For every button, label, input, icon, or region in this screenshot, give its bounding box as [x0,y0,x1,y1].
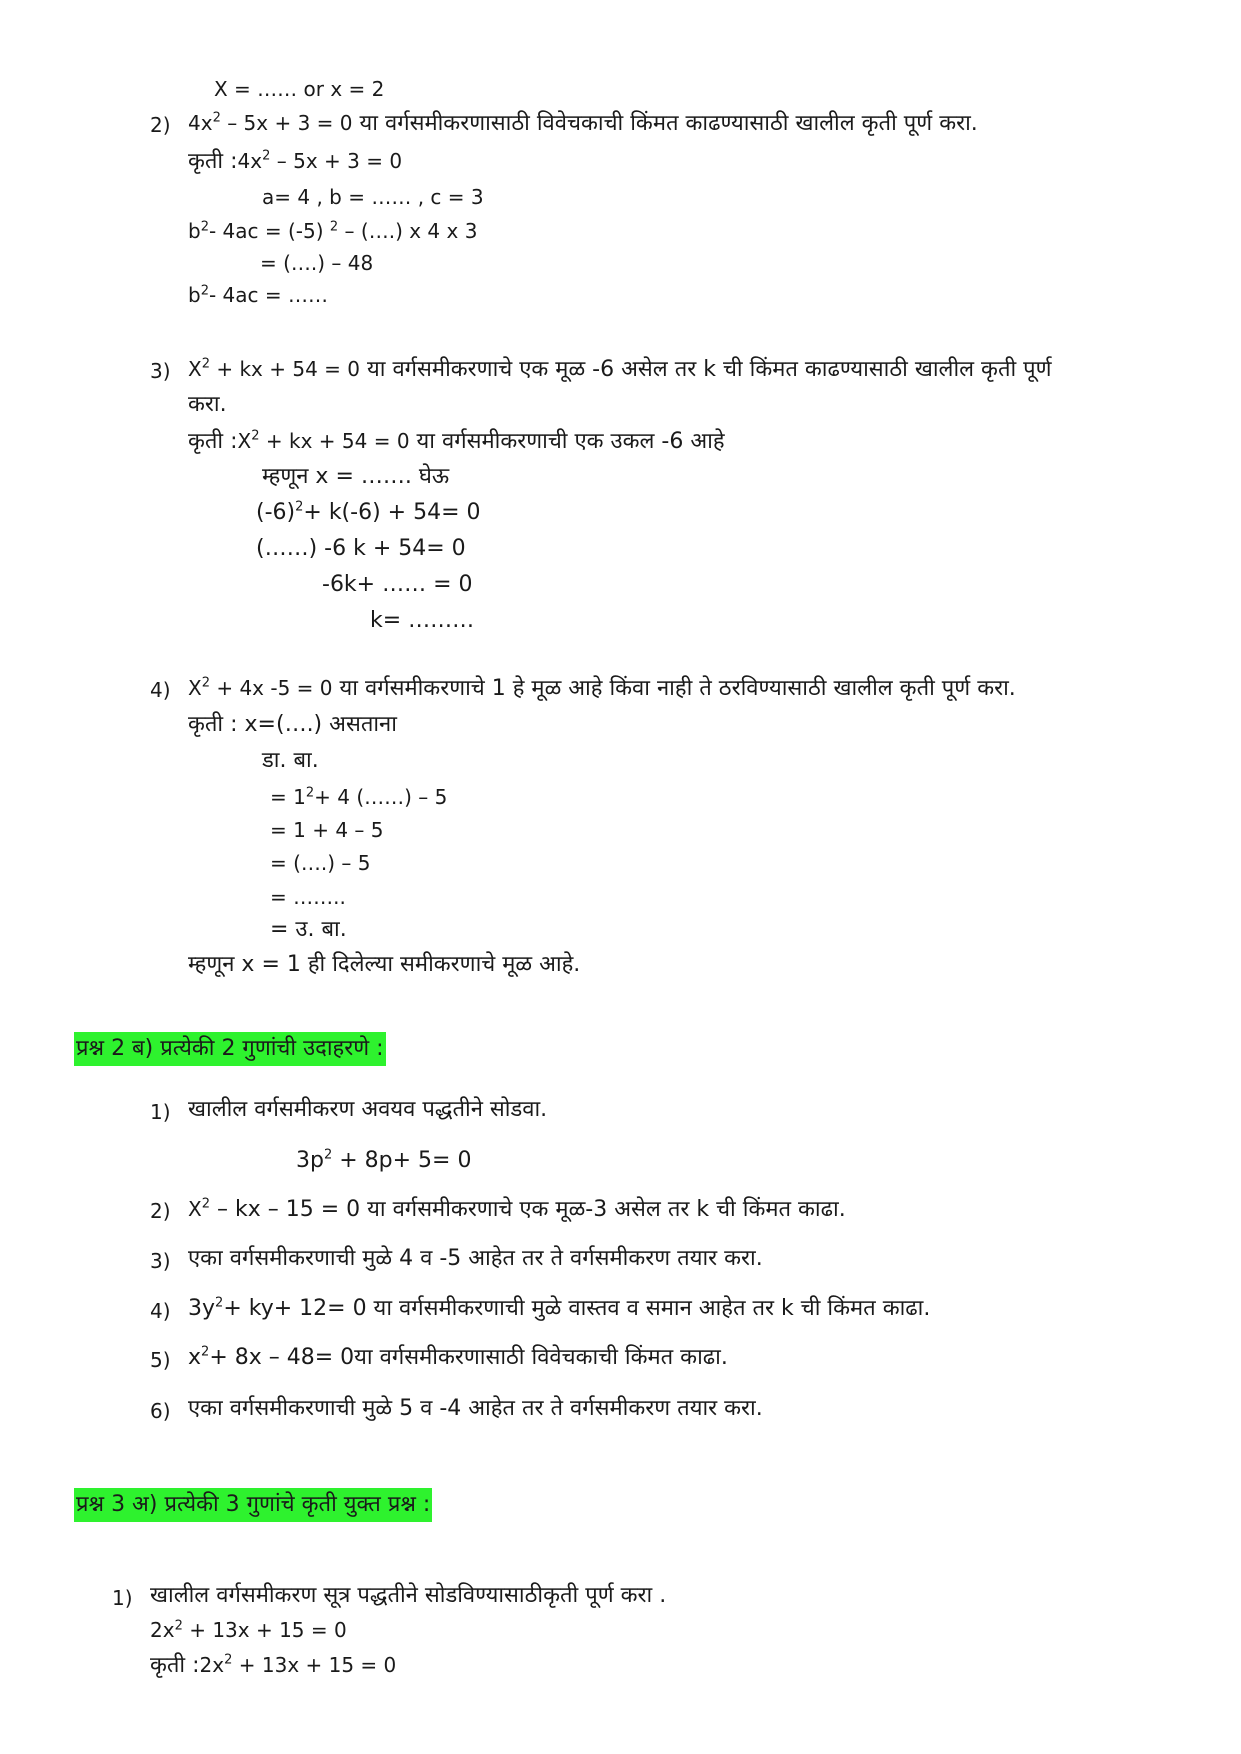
q3-number: 3) [150,359,171,383]
s2b-item3-text: एका वर्गसमीकरणाची मुळे 4 व -5 आहेत तर ते वर्गसमीकरण तयार करा. [188,1246,763,1271]
q3-step4: -6k+ …… = 0 [322,572,473,597]
q4-step1: = $1^2+ 4$ (……) – 5 [270,785,448,809]
s2b-item3-number: 3) [150,1249,171,1273]
q4-step5: = उ. बा. [270,917,347,942]
q2-step2: $b^2-$ 4ac = (-5) $^2$ – (….) x 4 x 3 [188,219,478,243]
q4-kruti: कृती : x=(….) असताना [188,712,397,737]
s2b-item1-text: खालील वर्गसमीकरण अवयव पद्धतीने सोडवा. [188,1097,548,1122]
s3a-equation: $2x^2 + 13x + 15 = 0$ [150,1618,347,1642]
section-3a-heading: प्रश्न 3 अ) प्रत्येकी 3 गुणांचे कृती युक्त प्रश्न : [74,1488,432,1522]
s3a-item1-text: खालील वर्गसमीकरण सूत्र पद्धतीने सोडविण्यासाठीकृती पूर्ण करा . [150,1583,667,1608]
q4-step0: डा. बा. [262,748,319,773]
s2b-item2-number: 2) [150,1199,171,1223]
s2b-item6-number: 6) [150,1399,171,1423]
q3-kruti: कृती $:X^2$ + kx + 54 = 0 या वर्गसमीकरणाची एक उकल -6 आहे [188,428,725,454]
q3-statement-cont: करा. [188,392,227,417]
q4-step3: = (….) – 5 [270,851,371,875]
q2-statement: $4x^2 - 5x + 3 = 0$ या वर्गसमीकरणासाठी विवेचकाची किंमत काढण्यासाठी खालील कृती पूर्ण करा. [188,110,978,136]
q3-step1: म्हणून x = ……. घेऊ [262,464,450,489]
q3-step2: $(-6)^2+ k(-6) + 54= 0$ [256,499,481,525]
section-2b-heading: प्रश्न 2 ब) प्रत्येकी 2 गुणांची उदाहरणे : [74,1032,386,1066]
q4-number: 4) [150,678,171,702]
q2-kruti: कृती $:4x^2 - 5x + 3 = 0$ [188,148,403,174]
q2-step1: a= 4 , b = …… , c = 3 [262,185,484,209]
q4-statement: $X^2 + 4x$ -5 = 0 या वर्गसमीकरणाचे 1 हे मूळ आहे किंवा नाही ते ठरविण्यासाठी खालील कृती पूर्ण करा. [188,675,1016,701]
q2-step3: = (….) – 48 [260,251,374,275]
s2b-item4-number: 4) [150,1299,171,1323]
s2b-item1-number: 1) [150,1100,171,1124]
s2b-item5-number: 5) [150,1348,171,1372]
s3a-item1-number: 1) [112,1586,133,1610]
q4-conclusion: म्हणून x = 1 ही दिलेल्या समीकरणाचे मूळ आहे. [188,952,581,977]
q3-step3: (……) -6 k + 54= 0 [256,536,466,561]
q2-step4: $b^2-$ 4ac = …… [188,283,329,307]
top-line: X = …… or x = 2 [214,77,385,101]
s2b-item2-text: $X^2$ – kx – 15 = 0 या वर्गसमीकरणाचे एक मूळ-3 असेल तर k ची किंमत काढा. [188,1196,846,1222]
s2b-item5-text: $x^2+ 8x - 48=$ 0या वर्गसमीकरणासाठी विवेचकाची किंमत काढा. [188,1344,728,1370]
s2b-item4-text: $3y^2+ ky+ 12= 0$ या वर्गसमीकरणाची मुळे वास्तव व समान आहेत तर k ची किंमत काढा. [188,1295,931,1321]
q3-step5: k= ……… [370,608,475,633]
q4-step2: = 1 + 4 – 5 [270,818,384,842]
q2-number: 2) [150,113,171,137]
s2b-item6-text: एका वर्गसमीकरणाची मुळे 5 व -4 आहेत तर ते वर्गसमीकरण तयार करा. [188,1396,763,1421]
q4-step4: = …….. [270,885,346,909]
s3a-kruti: कृती $:2x^2 + 13x + 15 = 0$ [150,1652,397,1678]
s2b-item1-equation: $3p^2 + 8p+ 5= 0$ [296,1147,472,1173]
q3-statement: $X^2$ + kx + 54 = 0 या वर्गसमीकरणाचे एक मूळ -6 असेल तर k ची किंमत काढण्यासाठी खालील कृती पूर्ण [188,356,1052,382]
